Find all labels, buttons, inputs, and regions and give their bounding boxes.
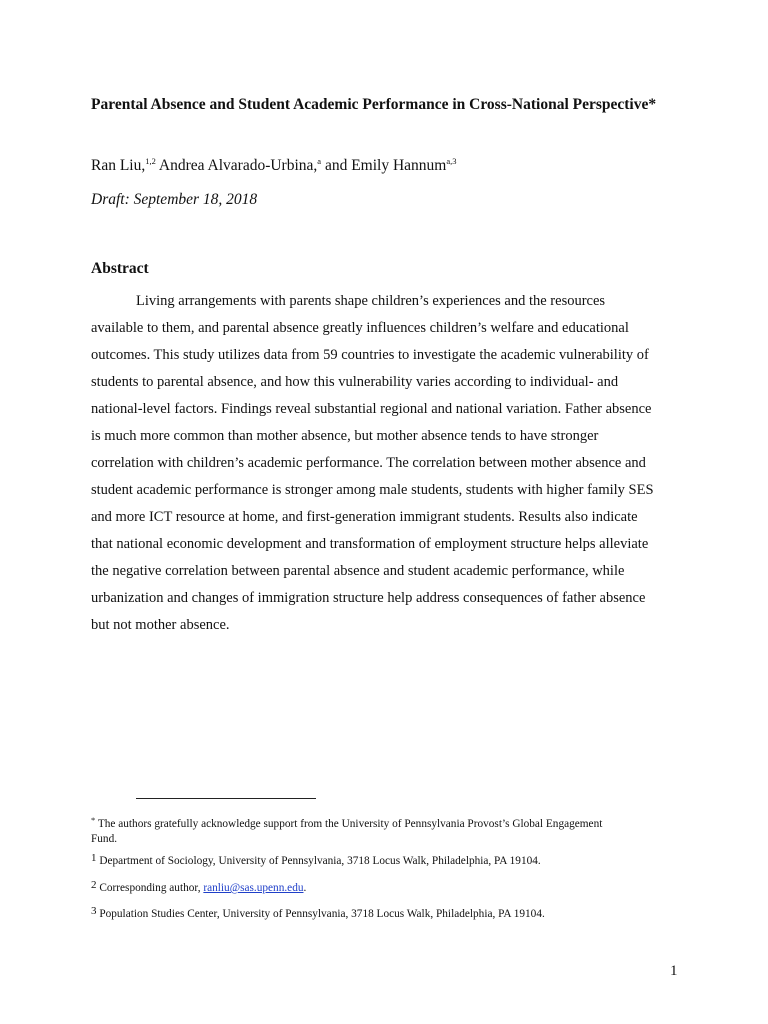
footnote-mark: *	[91, 815, 96, 825]
abstract-line: Living arrangements with parents shape children’s experiences and the resources	[136, 293, 606, 309]
paper-title: Parental Absence and Student Academic Performance in Cross-National Perspective*	[91, 96, 657, 113]
footnote-mark: 2	[91, 879, 97, 891]
footnote-1	[91, 854, 541, 869]
abstract-line: available to them, and parental absence greatly influences children’s welfare and educational	[91, 320, 629, 336]
footnote-mark: 1	[91, 852, 97, 864]
abstract-line: the negative correlation between parental absence and student academic performance, while	[91, 563, 625, 579]
author-line	[91, 156, 457, 176]
footnote-mark: 3	[91, 905, 97, 917]
abstract-heading: Abstract	[91, 260, 149, 277]
footnote-text: Department of Sociology, University of Pennsylvania, 3718 Locus Walk, Philadelphia, PA 19104.	[96, 855, 541, 867]
abstract-line: that national economic development and transformation of employment structure helps alleviate	[91, 536, 649, 552]
page-number: 1	[670, 963, 678, 979]
abstract-line: students to parental absence, and how this vulnerability varies according to individual- and	[91, 374, 619, 390]
affiliation-mark: a	[317, 156, 322, 166]
footnote-text: Fund.	[91, 833, 118, 845]
footnote-separator	[136, 798, 316, 799]
abstract-line: urbanization and changes of immigration structure help address consequences of father absence	[91, 590, 646, 606]
footnote-3	[91, 907, 545, 922]
footnote-text: Corresponding author,	[96, 882, 204, 894]
footnote-2	[91, 881, 306, 896]
abstract-line: national-level factors. Findings reveal substantial regional and national variation. Father absence	[91, 401, 652, 417]
author-name: Andrea Alvarado-Urbina,	[155, 157, 318, 174]
affiliation-mark: 1,2	[145, 156, 156, 166]
email-link[interactable]: ranliu@sas.upenn.edu	[203, 882, 304, 894]
abstract-line: outcomes. This study utilizes data from 59 countries to investigate the academic vulnerability of	[91, 347, 649, 363]
abstract-line: but not mother absence.	[91, 617, 230, 633]
abstract-line: is much more common than mother absence, but mother absence tends to have stronger	[91, 428, 599, 444]
footnote-text: The authors gratefully acknowledge support from the University of Pennsylvania Provost’s Global Engagement	[95, 818, 603, 830]
footnote-acknowledgement	[91, 817, 602, 847]
abstract-body	[91, 291, 681, 642]
abstract-line: and more ICT resource at home, and first-generation immigrant students. Results also indicate	[91, 509, 638, 525]
footnote-text: .	[303, 882, 307, 894]
footnote-text: Population Studies Center, University of Pennsylvania, 3718 Locus Walk, Philadelphia, PA 19104.	[96, 908, 545, 920]
affiliation-mark: a,3	[446, 156, 457, 166]
abstract-line: correlation with children’s academic performance. The correlation between mother absence and	[91, 455, 646, 471]
abstract-line: student academic performance is stronger among male students, students with higher family SES	[91, 482, 654, 498]
author-name: Ran Liu,	[91, 157, 146, 174]
draft-date: Draft: September 18, 2018	[91, 191, 258, 208]
author-name: and Emily Hannum	[321, 157, 447, 174]
